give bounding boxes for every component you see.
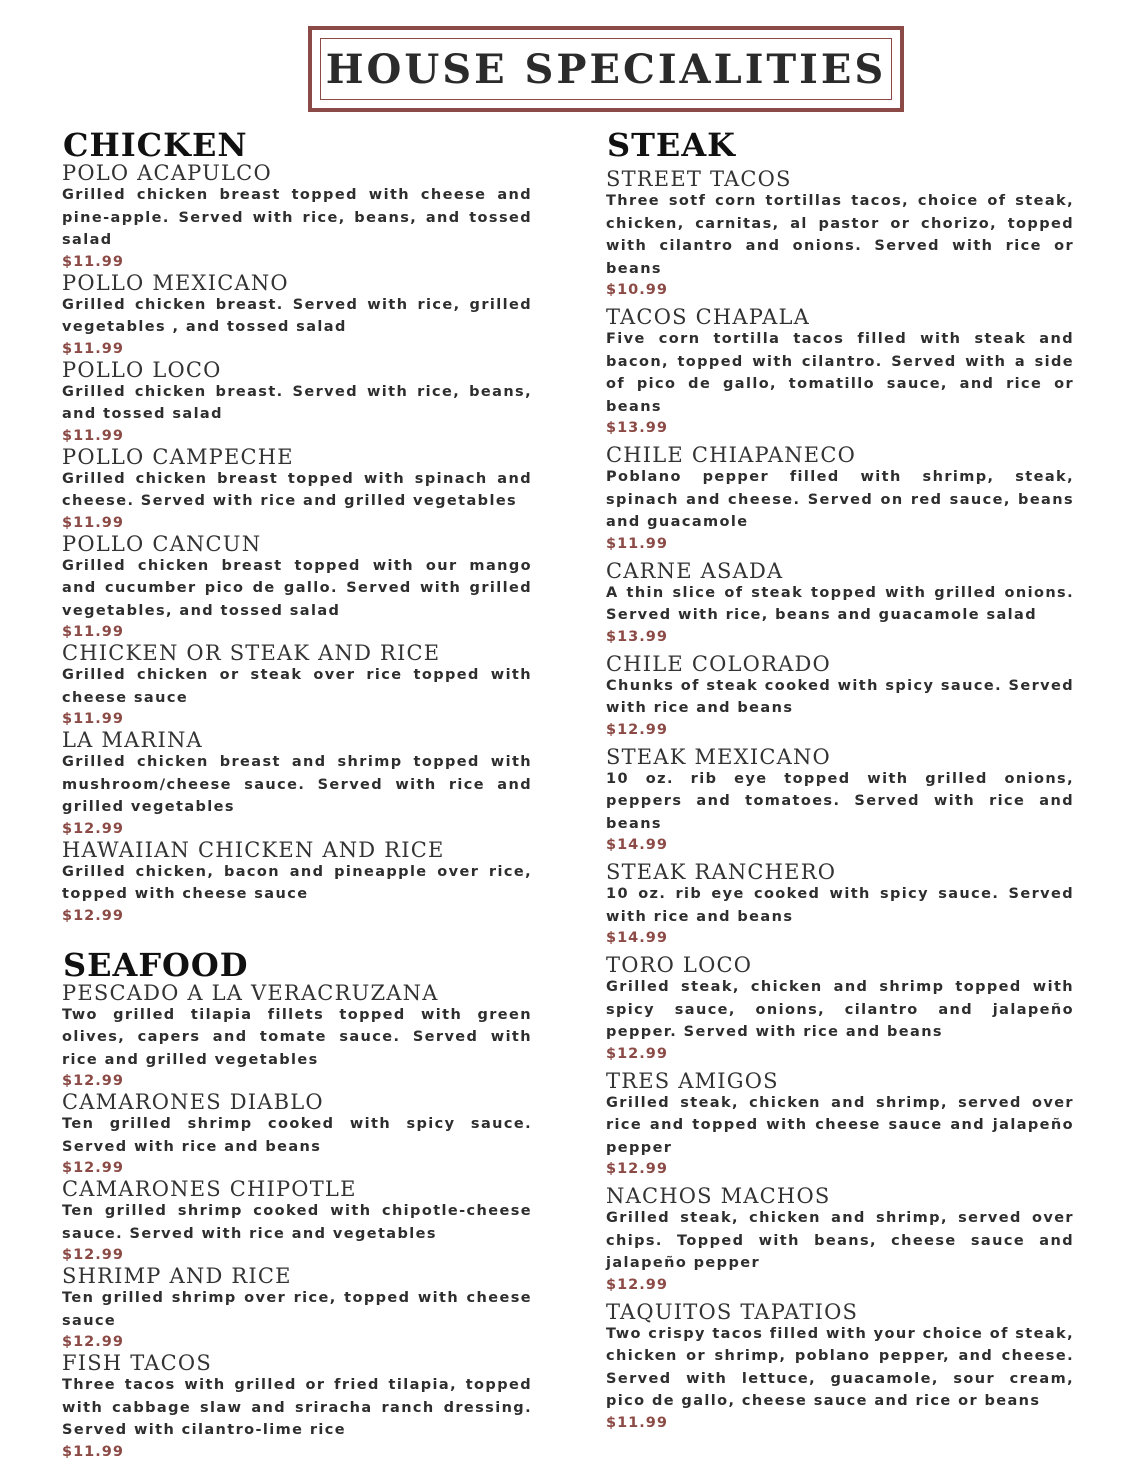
seafood-items [62,982,532,1462]
menu-item [62,272,532,359]
menu-item-price: $13.99 [606,628,668,645]
menu-item [62,1178,532,1265]
menu-item [62,359,532,446]
menu-item-description: Grilled chicken breast topped with spinach and cheese. Served with rice and grilled vegetables [62,470,532,509]
menu-item [606,560,1074,647]
menu-item [606,861,1074,948]
menu-item-name: SHRIMP AND RICE [62,1264,292,1288]
menu-item-description: Grilled chicken breast. Served with rice, beans, and tossed salad [62,383,532,422]
menu-item-price: $13.99 [606,420,668,436]
menu-item-description: Grilled chicken breast topped with our mango and cucumber pico de gallo. Served with grilled vegetables, and tossed salad [62,557,532,619]
menu-item-description: Grilled steak, chicken and shrimp topped with spicy sauce, onions, cilantro and jalapeño pepper. Served with rice and beans [606,979,1074,1040]
menu-item-description: Grilled chicken breast and shrimp topped with mushroom/cheese sauce. Served with rice and grilled vegetables [62,754,532,815]
menu-item-description: Three sotf corn tortillas tacos, choice of steak, chicken, carnitas, al pastor or chorizo, topped with cilantro and onions. Served with rice or beans [606,193,1074,277]
menu-item-name: NACHOS MACHOS [606,1184,831,1208]
menu-item-price: $11.99 [62,624,124,640]
menu-item-name: TORO LOCO [606,953,753,977]
section-title-chicken: CHICKEN [63,126,248,164]
menu-item-price: $14.99 [606,837,668,853]
section-steak [606,128,1074,1433]
menu-item-name: TRES AMIGOS [606,1068,779,1093]
menu-item [606,954,1074,1064]
steak-items [606,168,1074,1433]
menu-item [62,729,532,839]
section-seafood [62,945,532,1462]
menu-item-price: $12.99 [606,1161,668,1177]
menu-item-price: $12.99 [62,1160,124,1176]
menu-item [606,168,1074,300]
menu-item [62,1352,532,1462]
menu-item [606,306,1074,438]
menu-item-price: $12.99 [606,721,668,738]
menu-item-price: $11.99 [62,340,124,357]
menu-item-description: Poblano pepper filled with shrimp, steak, spinach and cheese. Served on red sauce, beans and guacamole [606,469,1074,530]
menu-item-price: $11.99 [62,1443,124,1460]
menu-item-description: Chunks of steak cooked with spicy sauce. Served with rice and beans [606,677,1074,716]
menu-item [62,533,532,643]
menu-item-name: CAMARONES CHIPOTLE [62,1177,357,1201]
menu-item [62,1091,532,1178]
menu-item [606,1185,1074,1295]
menu-item-name: PESCADO A LA VERACRUZANA [62,980,439,1005]
menu-item-price: $11.99 [62,253,124,270]
menu-item [606,1070,1074,1180]
menu-item [62,642,532,729]
menu-item-description: Grilled chicken, bacon and pineapple over rice, topped with cheese sauce [62,863,532,902]
menu-item [606,746,1074,856]
menu-item-name: CAMARONES DIABLO [62,1090,324,1114]
menu-item-price: $12.99 [62,907,124,924]
menu-item-description: Ten grilled shrimp over rice, topped with cheese sauce [62,1290,532,1329]
menu-item-description: Grilled chicken breast. Served with rice, grilled vegetables , and tossed salad [62,296,532,335]
menu-item [62,1265,532,1352]
menu-item-description: Grilled chicken breast topped with cheese and pine-apple. Served with rice, beans, and tossed salad [62,187,532,248]
menu-item-description: Three tacos with grilled or fried tilapia, topped with cabbage slaw and sriracha ranch dressing. Served with cilantro-lime rice [62,1377,532,1438]
menu-item [62,446,532,533]
menu-item-name: CHICKEN OR STEAK AND RICE [62,641,441,665]
menu-item-price: $12.99 [62,1334,124,1350]
menu-item-price: $11.99 [62,711,124,727]
section-title-seafood: SEAFOOD [63,945,249,984]
menu-item-description: Two grilled tilapia fillets topped with green olives, capers and tomate sauce. Served with rice and grilled vegetables [62,1006,532,1068]
menu-item-name: POLO ACAPULCO [62,161,272,185]
menu-item-description: Grilled steak, chicken and shrimp, served over rice and topped with cheese sauce and jalapeño pepper [606,1094,1074,1156]
menu-item-description: 10 oz. rib eye topped with grilled onions, peppers and tomatoes. Served with rice and beans [606,770,1074,832]
page-title-frame [308,26,904,112]
menu-item-name: TACOS CHAPALA [606,305,810,329]
menu-item-description: Ten grilled shrimp cooked with spicy sauce. Served with rice and beans [62,1116,532,1155]
right-column [606,128,1074,1433]
menu-item-price: $12.99 [62,1247,124,1263]
menu-item-price: $12.99 [606,1276,668,1293]
menu-item-name: POLLO MEXICANO [62,270,289,295]
menu-item-name: CHILE COLORADO [606,651,831,676]
menu-item-name: TAQUITOS TAPATIOS [606,1299,859,1324]
menu-item [606,1301,1074,1433]
menu-item-price: $11.99 [62,514,124,531]
menu-item-price: $12.99 [606,1045,668,1062]
left-column [62,128,532,1462]
menu-item-name: POLLO LOCO [62,357,222,382]
menu-item-name: POLLO CANCUN [62,531,262,556]
menu-item-price: $10.99 [606,282,668,298]
menu-item-price: $12.99 [62,820,124,837]
menu-item-name: STREET TACOS [606,167,792,191]
menu-item-description: Two crispy tacos filled with your choice of steak, chicken or shrimp, poblano pepper, and cheese. Served with lettuce, guacamole, sour cream, pico de gallo, cheese sauce and rice or beans [606,1325,1074,1409]
menu-item-name: STEAK MEXICANO [606,744,831,769]
section-title-steak: STEAK [607,126,736,164]
menu-item-description: Ten grilled shrimp cooked with chipotle-cheese sauce. Served with rice and vegetables [62,1203,532,1242]
menu-item [62,982,532,1092]
menu-item-name: LA MARINA [62,728,203,752]
menu-item-name: STEAK RANCHERO [606,860,837,884]
page-title: HOUSE SPECIALITIES [325,45,887,93]
menu-item-price: $11.99 [606,535,668,552]
menu-item-description: 10 oz. rib eye cooked with spicy sauce. Served with rice and beans [606,886,1074,925]
menu-item-description: Grilled steak, chicken and shrimp, served over chips. Topped with beans, cheese sauce and jalapeño pepper [606,1210,1074,1271]
menu-item [62,839,532,926]
menu-item-description: Grilled chicken or steak over rice topped with cheese sauce [62,667,532,706]
chicken-items [62,162,532,926]
menu-item [62,162,532,272]
menu-item-description: Five corn tortilla tacos filled with steak and bacon, topped with cilantro. Served with a side of pico de gallo, tomatillo sauce, and rice or beans [606,331,1074,415]
menu-item-price: $11.99 [606,1414,668,1431]
menu-item-name: CHILE CHIAPANECO [606,443,857,467]
menu-item-name: HAWAIIAN CHICKEN AND RICE [62,837,445,862]
page-title-inner-frame [320,38,892,100]
menu-item-price: $14.99 [606,930,668,946]
menu-item-name: FISH TACOS [62,1351,212,1375]
menu-item-price: $12.99 [62,1073,124,1089]
menu-item-description: A thin slice of steak topped with grilled onions. Served with rice, beans and guacamole salad [606,584,1074,623]
section-chicken [62,128,532,926]
menu-item [606,653,1074,740]
menu-item-price: $11.99 [62,427,124,444]
menu-item [606,444,1074,554]
menu-item-name: CARNE ASADA [606,558,784,583]
menu-item-name: POLLO CAMPECHE [62,444,294,469]
